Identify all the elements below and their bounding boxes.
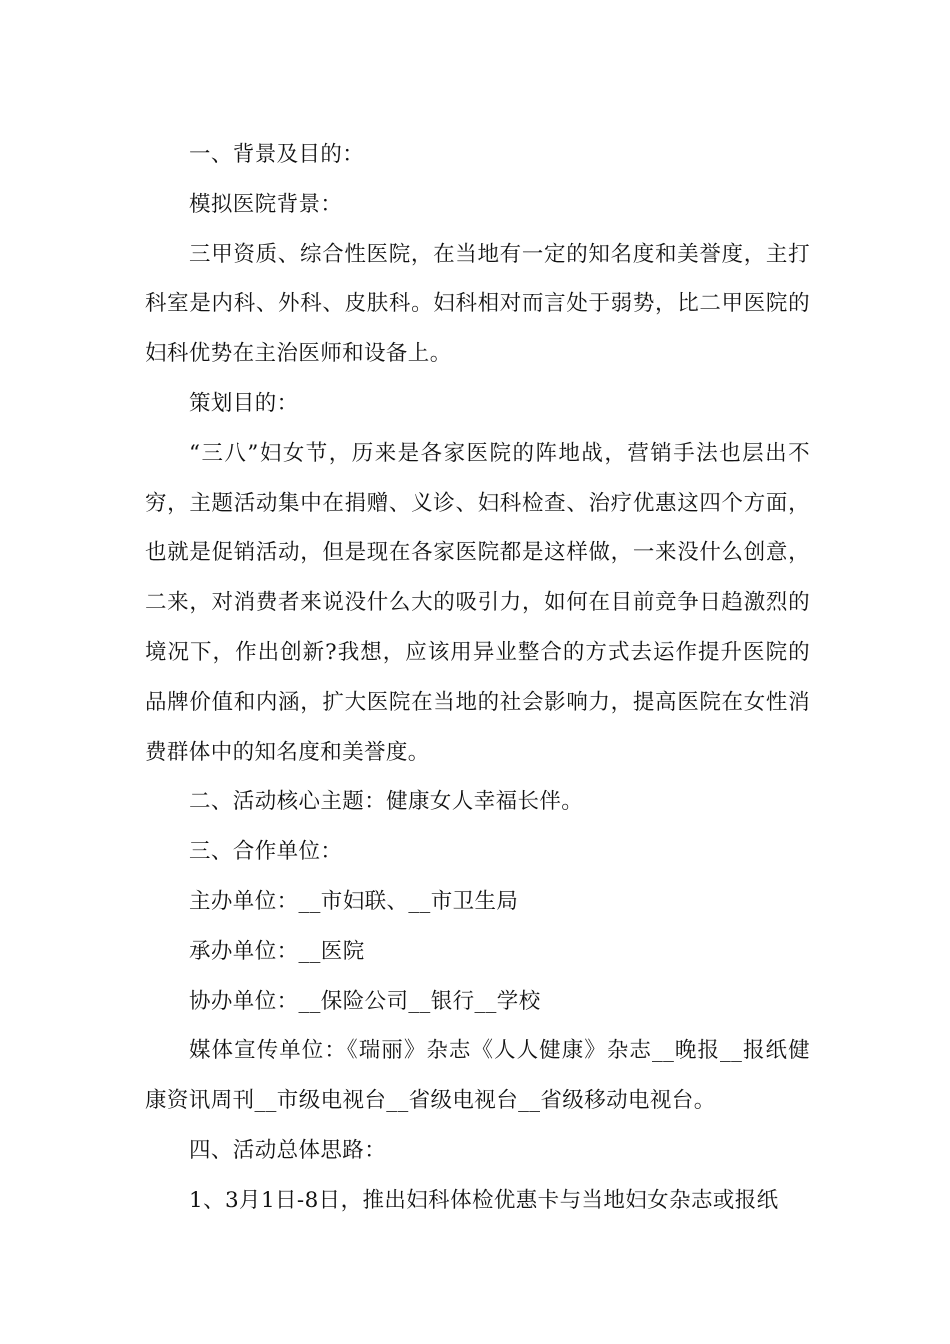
paragraph-media-partners: 媒体宣传单位：《瑞丽》杂志《人人健康》杂志__晚报__报纸健康资讯周刊__市级电视台__省级电视台__省级移动电视台。 xyxy=(145,1038,810,1114)
document-body xyxy=(145,130,810,1226)
line-organizer: 主办单位：__市妇联、__市卫生局 xyxy=(189,888,519,914)
list-item-1: 1、3月1日-8日，推出妇科体检优惠卡与当地妇女杂志或报纸 xyxy=(189,1187,779,1213)
subheading-planning-purpose: 策划目的： xyxy=(189,390,299,416)
subheading-hospital-background: 模拟医院背景： xyxy=(189,191,343,217)
heading-core-theme: 二、活动核心主题：健康女人幸福长伴。 xyxy=(189,789,584,815)
heading-overall-approach: 四、活动总体思路： xyxy=(189,1137,387,1163)
heading-background-purpose: 一、背景及目的： xyxy=(189,142,365,167)
heading-partners: 三、合作单位： xyxy=(189,839,343,865)
line-co-organizer: 协办单位：__保险公司__银行__学校 xyxy=(189,988,541,1014)
paragraph-hospital-background: 三甲资质、综合性医院，在当地有一定的知名度和美誉度，主打科室是内科、外科、皮肤科。妇科相对而言处于弱势，比二甲医院的妇科优势在主治医师和设备上。 xyxy=(145,241,810,367)
line-host: 承办单位：__医院 xyxy=(189,938,365,964)
paragraph-planning-purpose: “三八”妇女节，历来是各家医院的阵地战，营销手法也层出不穷，主题活动集中在捐赠、义诊、妇科检查、治疗优惠这四个方面，也就是促销活动，但是现在各家医院都是这样做，一来没什么创意，二来，对消费者来说没什么大的吸引力，如何在目前竞争日趋激烈的境况下，作出创新?我想，应该用异业整合的方式去运作提升医院的品牌价值和内涵，扩大医院在当地的社会影响力，提高医院在女性消费群体中的知名度和美誉度。 xyxy=(145,440,810,765)
